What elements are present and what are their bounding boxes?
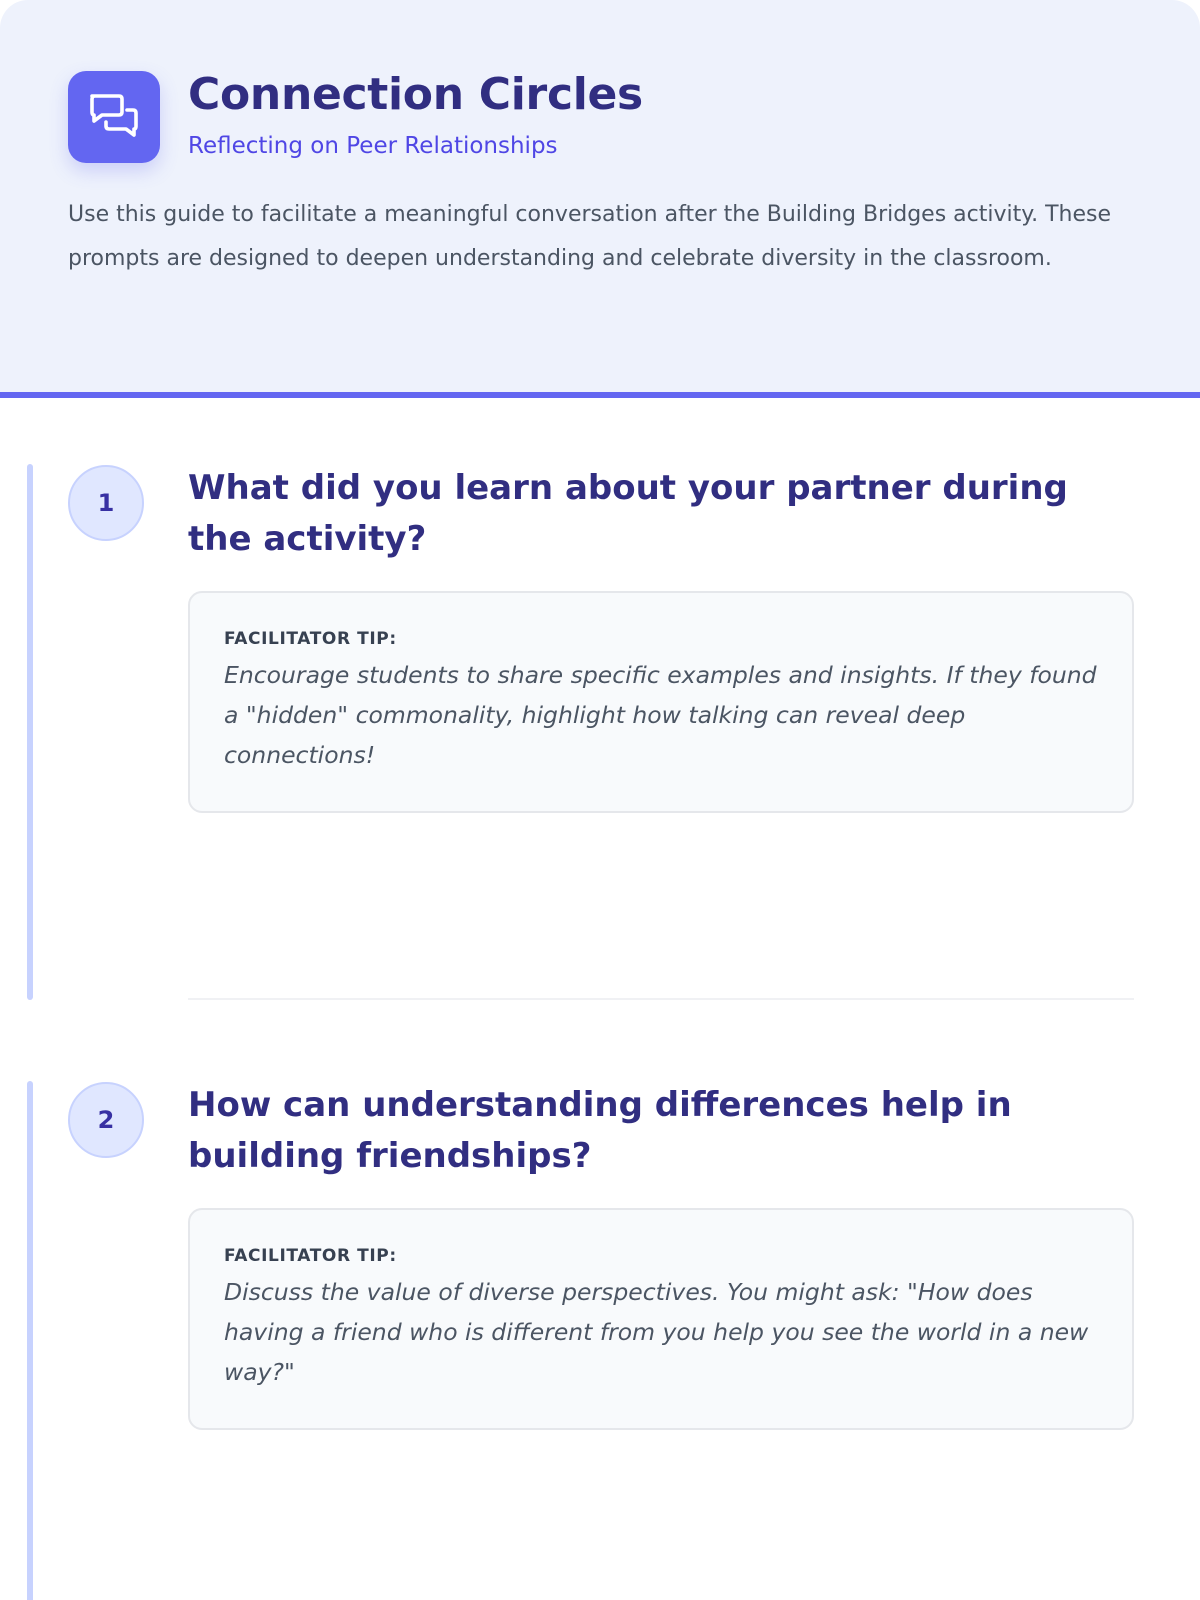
page-subtitle: Reflecting on Peer Relationships — [188, 133, 558, 159]
prompt-rail — [27, 464, 33, 1000]
prompt-number-badge: 1 — [68, 465, 144, 541]
facilitator-tip-label: FACILITATOR TIP: — [224, 1246, 397, 1266]
intro-text: Use this guide to facilitate a meaningful conversation after the Building Bridges activity. These prompts are designed to deepen understanding and celebrate diversity in the classroom. — [68, 202, 1112, 271]
facilitator-tip-label: FACILITATOR TIP: — [224, 629, 397, 649]
facilitator-tip-text: Encourage students to share specific examples and insights. If they found a "hidden" commonality, highlight how talking can reveal deep connections! — [224, 661, 1097, 769]
facilitator-tip-box — [188, 1208, 1134, 1430]
section-divider — [188, 998, 1134, 1000]
guide-header — [0, 0, 1200, 398]
facilitator-tip-text: Discuss the value of diverse perspectives. You might ask: "How does having a friend who is different from you help you see the world in a new way?" — [224, 1278, 1089, 1386]
prompt-number-badge: 2 — [68, 1082, 144, 1158]
prompt-rail — [27, 1081, 33, 1600]
prompt-question: How can understanding differences help in building friendships? — [188, 1085, 1012, 1176]
page-title: Connection Circles — [188, 69, 643, 120]
prompt-question: What did you learn about your partner during the activity? — [188, 468, 1068, 559]
facilitator-tip-box — [188, 591, 1134, 813]
chat-bubbles-icon — [68, 71, 160, 163]
